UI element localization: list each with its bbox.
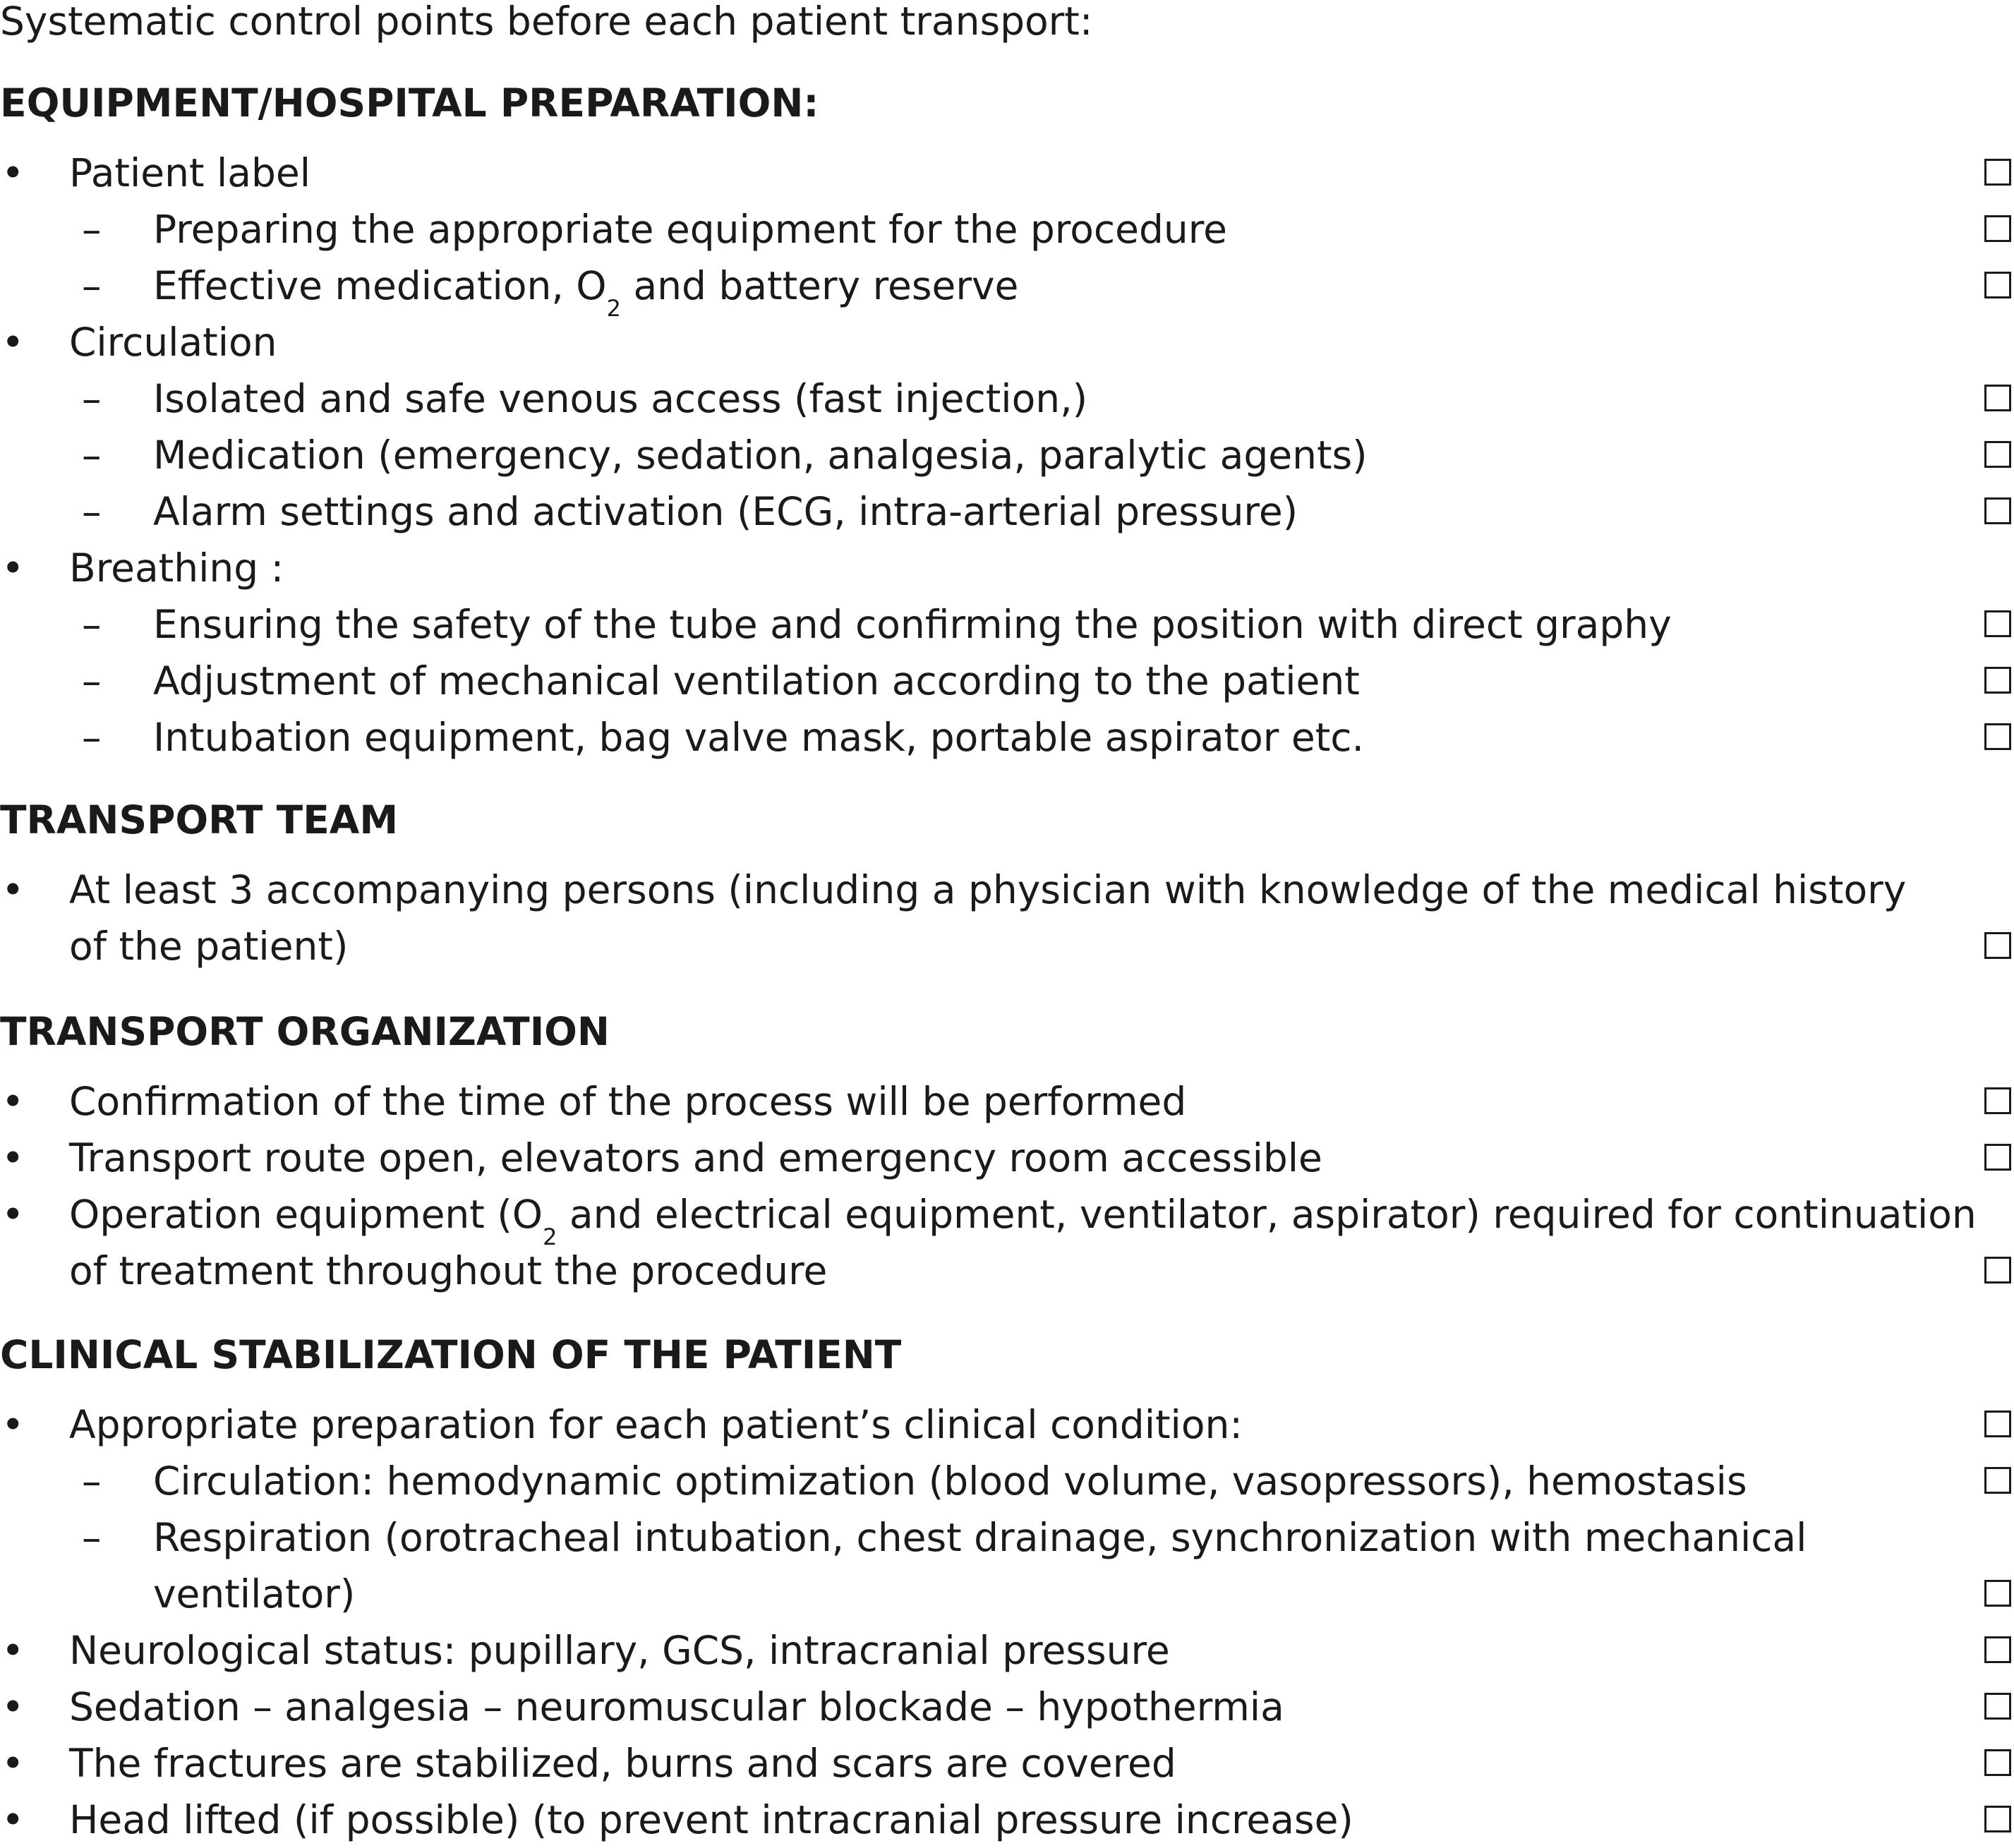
- bullet-icon: •: [1, 1684, 25, 1729]
- dash-icon: –: [82, 1459, 102, 1504]
- checkbox[interactable]: [1984, 1411, 2011, 1437]
- checkbox[interactable]: [1984, 272, 2011, 298]
- dash-icon: –: [82, 602, 102, 647]
- checkbox[interactable]: [1984, 1806, 2011, 1832]
- section-heading-clinical: CLINICAL STABILIZATION OF THE PATIENT: [0, 1332, 902, 1377]
- item-text: of treatment throughout the procedure: [69, 1248, 828, 1293]
- dash-icon: –: [82, 433, 102, 478]
- checklist-item-preparing-equipment: [0, 201, 2014, 258]
- checklist-item-fractures: [0, 1735, 2014, 1792]
- item-text: Adjustment of mechanical ventilation according to the patient: [153, 658, 1360, 703]
- item-text: Breathing :: [69, 545, 284, 591]
- intro-text: Systematic control points before each patient transport:: [0, 0, 1093, 44]
- item-text: At least 3 accompanying persons (including a physician with knowledge of the medical history: [69, 867, 1907, 912]
- checkbox[interactable]: [1984, 1087, 2011, 1114]
- item-text-part: Effective medication, O: [153, 263, 607, 308]
- item-text: Circulation: [69, 320, 277, 365]
- item-text: Sedation – analgesia – neuromuscular blockade – hypothermia: [69, 1684, 1284, 1729]
- bullet-icon: •: [1, 1741, 25, 1786]
- checklist-item-route: [0, 1130, 2014, 1186]
- item-text-part: Operation equipment (O: [69, 1192, 543, 1237]
- checklist-item-circulation-optimization: [0, 1453, 2014, 1509]
- checklist-item-persons-line2: [0, 918, 2014, 974]
- section-heading-organization: TRANSPORT ORGANIZATION: [0, 1009, 610, 1054]
- dash-icon: –: [82, 1515, 102, 1560]
- item-text: Ensuring the safety of the tube and confirming the position with direct graphy: [153, 602, 1672, 647]
- checklist-item-intubation: [0, 709, 2014, 766]
- bullet-icon: •: [1, 1192, 25, 1237]
- checklist-group-breathing: [0, 540, 2014, 596]
- section-heading-equipment: EQUIPMENT/HOSPITAL PREPARATION:: [0, 80, 819, 126]
- checklist-item-neurological: [0, 1622, 2014, 1679]
- checkbox[interactable]: [1984, 1636, 2011, 1663]
- item-text: Patient label: [69, 150, 311, 195]
- checklist-item-respiration-line2: [0, 1566, 2014, 1622]
- checkbox[interactable]: [1984, 1257, 2011, 1284]
- dash-icon: –: [82, 658, 102, 703]
- checkbox[interactable]: [1984, 497, 2011, 524]
- bullet-icon: •: [1, 1079, 25, 1124]
- checklist-item-patient-label: [0, 145, 2014, 201]
- item-text: The fractures are stabilized, burns and scars are covered: [69, 1741, 1176, 1786]
- dash-icon: –: [82, 376, 102, 421]
- checkbox[interactable]: [1984, 1580, 2011, 1607]
- item-text-part: and battery reserve: [620, 263, 1019, 308]
- checkbox[interactable]: [1984, 441, 2011, 468]
- item-text: Transport route open, elevators and emergency room accessible: [69, 1135, 1322, 1180]
- item-text: Intubation equipment, bag valve mask, portable aspirator etc.: [153, 715, 1364, 760]
- checkbox[interactable]: [1984, 1467, 2011, 1494]
- checklist-item-time-confirmation: [0, 1073, 2014, 1130]
- subscript: 2: [606, 295, 621, 322]
- item-text: Preparing the appropriate equipment for the procedure: [153, 207, 1227, 252]
- checklist-item-sedation: [0, 1679, 2014, 1735]
- subscript: 2: [543, 1224, 557, 1250]
- item-text: [153, 258, 1018, 320]
- dash-icon: –: [82, 263, 102, 308]
- item-text: Neurological status: pupillary, GCS, intracranial pressure: [69, 1628, 1170, 1673]
- section-heading-team: TRANSPORT TEAM: [0, 797, 399, 843]
- bullet-icon: •: [1, 1135, 25, 1180]
- item-text: [69, 1186, 1977, 1248]
- checkbox[interactable]: [1984, 215, 2011, 242]
- bullet-icon: •: [1, 1402, 25, 1447]
- item-text: ventilator): [153, 1571, 356, 1617]
- item-text-part: and electrical equipment, ventilator, aspirator) required for continuation: [557, 1192, 1977, 1237]
- checklist-item-tube-safety: [0, 596, 2014, 653]
- checkbox[interactable]: [1984, 1693, 2011, 1720]
- dash-icon: –: [82, 489, 102, 534]
- checklist-item-alarm-settings: [0, 483, 2014, 540]
- bullet-icon: •: [1, 150, 25, 195]
- checklist-item-operation-line2: [0, 1243, 2014, 1299]
- checkbox[interactable]: [1984, 932, 2011, 959]
- checklist-item-head-lifted: [0, 1792, 2014, 1848]
- bullet-icon: •: [1, 320, 25, 365]
- checklist-item-operation-line1: [0, 1186, 2014, 1250]
- checkbox[interactable]: [1984, 1749, 2011, 1776]
- dash-icon: –: [82, 715, 102, 760]
- item-text: Head lifted (if possible) (to prevent intracranial pressure increase): [69, 1797, 1353, 1842]
- bullet-icon: •: [1, 1628, 25, 1673]
- item-text: Medication (emergency, sedation, analgesia, paralytic agents): [153, 433, 1368, 478]
- item-text: of the patient): [69, 924, 349, 969]
- checkbox[interactable]: [1984, 723, 2011, 750]
- checklist-group-circulation: [0, 314, 2014, 370]
- checklist-item-effective-medication: [0, 258, 2014, 322]
- checkbox[interactable]: [1984, 1144, 2011, 1171]
- bullet-icon: •: [1, 545, 25, 591]
- dash-icon: –: [82, 207, 102, 252]
- item-text: Respiration (orotracheal intubation, chest drainage, synchronization with mechanical: [153, 1515, 1807, 1560]
- checkbox[interactable]: [1984, 610, 2011, 637]
- checklist-item-ventilation: [0, 653, 2014, 709]
- item-text: Alarm settings and activation (ECG, intra-arterial pressure): [153, 489, 1298, 534]
- checkbox[interactable]: [1984, 667, 2011, 694]
- bullet-icon: •: [1, 1797, 25, 1842]
- item-text: Circulation: hemodynamic optimization (blood volume, vasopressors), hemostasis: [153, 1459, 1747, 1504]
- checklist-item-venous-access: [0, 370, 2014, 427]
- checkbox[interactable]: [1984, 159, 2011, 186]
- checklist-item-persons-line1: [0, 862, 2014, 918]
- item-text: Appropriate preparation for each patient’s clinical condition:: [69, 1402, 1243, 1447]
- item-text: Confirmation of the time of the process will be performed: [69, 1079, 1187, 1124]
- bullet-icon: •: [1, 867, 25, 912]
- checklist-item-respiration-line1: [0, 1509, 2014, 1566]
- checkbox[interactable]: [1984, 385, 2011, 411]
- checklist-item-medication: [0, 427, 2014, 483]
- checklist-item-preparation: [0, 1396, 2014, 1453]
- item-text: Isolated and safe venous access (fast injection,): [153, 376, 1088, 421]
